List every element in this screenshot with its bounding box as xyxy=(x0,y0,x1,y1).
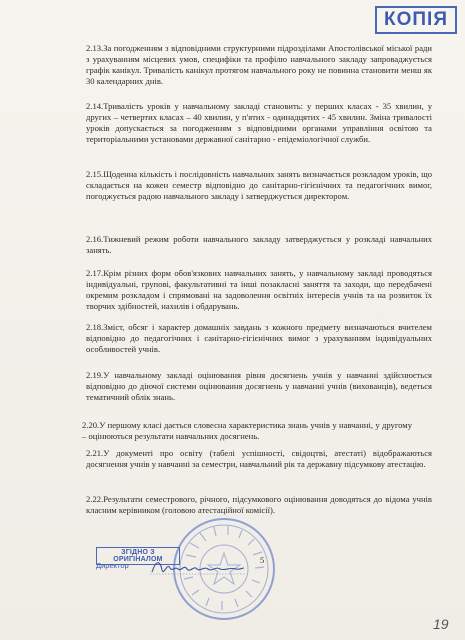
handwritten-signature-icon xyxy=(150,556,246,578)
paragraph-2-14: 2.14.Тривалість уроків у навчальному закладі становить: у перших класах - 35 хвилин, у других – четвертих класах – 40 хвилин, у п'ятих - одинадцятих - 45 хвилин. Зміна тривалості уроків допускається за погодженням з відповідними органами управління освітою та територіальними установами державної санітарно - епідеміологічної служби. xyxy=(86,101,432,144)
director-label: Директор xyxy=(96,561,129,570)
paragraph-2-15: 2.15.Щоденна кількість і послідовність навчальних занять визначається розкладом уроків, що складається на кожен семестр відповідно до санітарно-гігієнічних та педагогічних вимог, погоджується радою навчального закладу і затверджується директором. xyxy=(86,169,432,201)
sheet-number: 19 xyxy=(433,616,449,632)
paragraph-2-16: 2.16.Тижневий режим роботи навчального закладу затверджується у розкладі навчальних занять. xyxy=(86,234,432,255)
paragraph-2-19: 2.19.У навчальному закладі оцінювання рівня досягнень учнів у навчанні здійснюється відповідно до діючої системи оцінювання досягнень у навчанні учнів (вихованців), ведеться тематичний облік знань. xyxy=(86,370,432,402)
paragraph-2-18: 2.18.Зміст, обсяг і характер домашніх завдань з кожного предмету визначаються вчителем відповідно до педагогічних і санітарно-гігієнічних вимог з урахуванням індивідуальних особливостей учнів. xyxy=(86,322,432,354)
paragraph-2-17: 2.17.Крім різних форм обов'язкових навчальних занять, у навчальному закладі проводяться індивідуальні, групові, факультативні та інші позакласні заняття та заходи, що передбачені окремим розкладом і спрямовані на задоволення освітніх інтересів учнів та на розвиток їх творчих здібностей, нахилів і обдарувань. xyxy=(86,268,432,311)
certification-label: ЗГІДНО З ОРИГІНАЛОМ xyxy=(96,547,180,565)
paragraph-2-22: 2.22.Результати семестрового, річного, підсумкового оцінювання доводяться до відома учнів класним керівником (головою атестаційної комісії). xyxy=(86,494,432,515)
copy-stamp: КОПІЯ xyxy=(375,6,457,34)
paragraph-2-20: 2.20.У першому класі дається словесна характеристика знань учнів у навчанні, у другому – оцінюються результати навчальних досягнень. xyxy=(82,420,412,441)
paragraph-2-21: 2.21.У документі про освіту (табелі успішності, свідоцтві, атестаті) відображаються досягнення учнів у навчанні за семестри, навчальний рік та державну підсумкову атестацію. xyxy=(86,448,432,469)
page-number: 5 xyxy=(260,555,265,565)
paragraph-2-13: 2.13.За погодженням з відповідними структурними підрозділами Апостолівської міської ради з урахуванням місцевих умов, специфіки та профілю навчального закладу запроваджується графік канікул. Тривалість канікул протягом навчального року не повинна становити менш як 30 календарних днів. xyxy=(86,43,432,86)
